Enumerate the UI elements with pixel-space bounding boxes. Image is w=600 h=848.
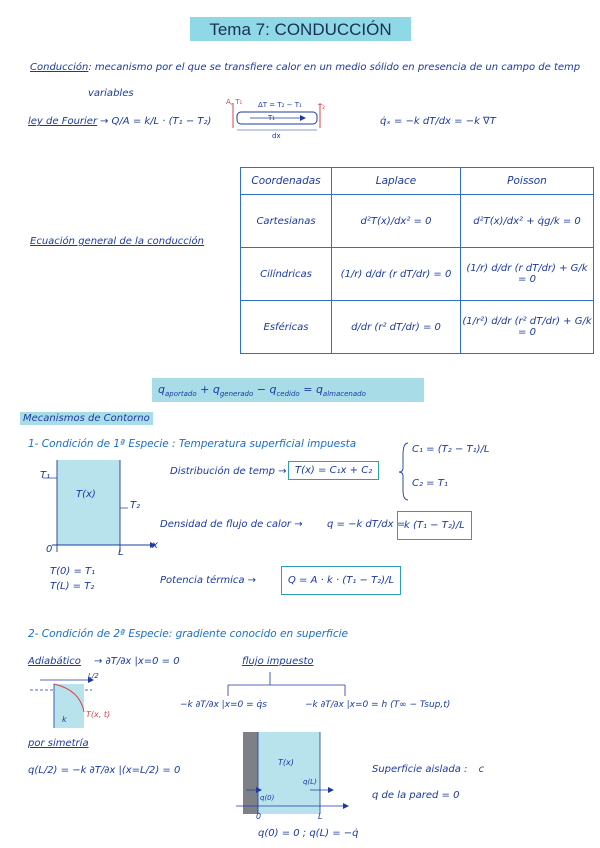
cond2-branch-left: −k ∂T/∂x |x=0 = q̇s — [180, 700, 267, 710]
cell-coord: Cilíndricas — [241, 248, 332, 301]
cond1-heading: 1- Condición de 1ª Especie : Temperatura superficial impuesta — [28, 438, 357, 450]
cond2-insulated-label: Superficie aislada : — [372, 764, 468, 775]
cond1-axis-0: 0 — [46, 544, 53, 555]
cond2-symmetry-formula: q(L/2) = −k ∂T/∂x |(x=L/2) = 0 — [28, 765, 181, 776]
cell-laplace: (1/r) d/dr (r dT/dr) = 0 — [332, 248, 461, 301]
table-row — [241, 248, 594, 301]
cond1-power-label: Potencia térmica → — [160, 575, 257, 586]
cond2-wall-T: T(x) — [278, 758, 294, 767]
table-row — [241, 301, 594, 354]
conduccion-label: Conducción — [30, 62, 89, 73]
energy-balance — [152, 378, 424, 402]
cell-poisson: (1/r) d/dr (r dT/dr) + G/k = 0 — [461, 248, 594, 301]
cond2-wall-q: q de la pared = 0 — [372, 790, 460, 801]
cond2-axis-L: L — [318, 812, 323, 821]
term-almacenado: almacenado — [322, 390, 366, 399]
cond1-dist-formula: T(x) = C₁x + C₂ — [288, 461, 379, 480]
cell-coord: Esféricas — [241, 301, 332, 354]
cond1-flux-boxed: k (T₁ − T₂)/L — [397, 511, 472, 540]
cond2-T-xt: T(x, t) — [86, 710, 111, 719]
wall-diagram-2 — [236, 732, 349, 814]
fourier-delta-label: ΔT = T₂ − T₁ — [258, 101, 302, 109]
op-equals: = — [303, 383, 313, 396]
cond2-adiabatic-label: Adiabático — [28, 656, 81, 667]
fourier-formula: → Q/A = k/L · (T₁ − T₂) — [100, 116, 212, 127]
cond2-symmetry: por simetría — [28, 738, 89, 749]
cond2-adiabatic-formula: → ∂T/∂x |x=0 = 0 — [94, 656, 180, 667]
term-aportado: aportado — [164, 390, 197, 399]
cell-poisson: d²T(x)/dx² + q̇g/k = 0 — [461, 195, 594, 248]
cond2-heading: 2- Condición de 2ª Especie: gradiente conocido en superficie — [28, 628, 348, 640]
fourier-T1-label: A, T₁ — [226, 98, 243, 106]
cond2-branch-right: −k ∂T/∂x |x=0 = h (T∞ − Tsup,t) — [305, 700, 451, 710]
term-cedido: cedido — [276, 390, 300, 399]
header-coord: Coordenadas — [241, 168, 332, 195]
cond1-c1: C₁ = (T₂ − T₁)/L — [412, 444, 490, 455]
flux-tree — [228, 672, 345, 696]
cond1-wall-label: T(x) — [76, 489, 96, 500]
definition-line-1: : mecanismo por el que se transfiere calor en un medio sólido en presencia de un campo de temp — [88, 62, 581, 73]
cond1-T1: T₁ — [40, 470, 51, 481]
cond1-bc2: T(L) = T₂ — [50, 581, 95, 592]
fourier-label: ley de Fourier — [28, 116, 98, 127]
op-minus: − — [256, 383, 266, 396]
cond1-power-formula: Q = A · k · (T₁ − T₂)/L — [281, 566, 401, 595]
cond1-c2: C₂ = T₁ — [412, 478, 448, 489]
cond2-insulated — [372, 764, 484, 775]
cond2-flux-label: flujo impuesto — [242, 656, 314, 667]
op-plus: + — [200, 383, 210, 396]
fourier-vector-form: q̇ₓ = −k dT/dx = −k ∇T — [380, 116, 496, 127]
cond2-k: k — [62, 715, 67, 724]
cond2-q0: q(0) — [260, 794, 275, 802]
header-poisson: Poisson — [461, 168, 594, 195]
cond2-insulated-c: c — [478, 764, 485, 775]
cell-coord: Cartesianas — [241, 195, 332, 248]
cond1-axis-L: L — [118, 547, 124, 558]
term-generado: generado — [219, 390, 254, 399]
term-q: q — [212, 383, 220, 396]
conduction-equations-table — [240, 167, 594, 354]
cell-poisson: (1/r²) d/dr (r² dT/dr) + G/k = 0 — [461, 301, 594, 354]
cell-laplace: d/dr (r² dT/dr) = 0 — [332, 301, 461, 354]
fourier-dx-label: dx — [272, 132, 281, 140]
cond1-bc1: T(0) = T₁ — [50, 566, 96, 577]
page-title: Tema 7: CONDUCCIÓN — [190, 17, 411, 41]
table-header-row — [241, 168, 594, 195]
table-side-label: Ecuación general de la conducción — [30, 236, 205, 247]
cond1-flux-formula: q = −k dT/dx = — [327, 519, 406, 530]
mechanisms-label: Mecanismos de Contorno — [20, 412, 153, 425]
cond2-bottom: q(0) = 0 ; q(L) = −q̇ — [258, 828, 359, 839]
cond1-dist-label: Distribución de temp → — [170, 466, 287, 477]
header-laplace: Laplace — [332, 168, 461, 195]
cond2-L2: L/2 — [88, 672, 99, 680]
term-q: q — [158, 383, 165, 396]
cond1-flux-label: Densidad de flujo de calor → — [160, 519, 303, 530]
cell-laplace: d²T(x)/dx² = 0 — [332, 195, 461, 248]
cond1-axis-x: x — [152, 540, 158, 551]
constants-brace — [399, 443, 408, 500]
cond2-axis-0: 0 — [256, 812, 262, 821]
table-row — [241, 195, 594, 248]
fourier-T2-label: T₂ — [318, 103, 326, 111]
term-q: q — [269, 383, 277, 396]
fourier-inner-label: T₁ — [268, 114, 276, 122]
cond2-qL: q(L) — [303, 778, 317, 786]
cond1-T2: T₂ — [130, 500, 141, 511]
definition-line-2: variables — [88, 88, 134, 99]
term-q: q — [315, 383, 323, 396]
